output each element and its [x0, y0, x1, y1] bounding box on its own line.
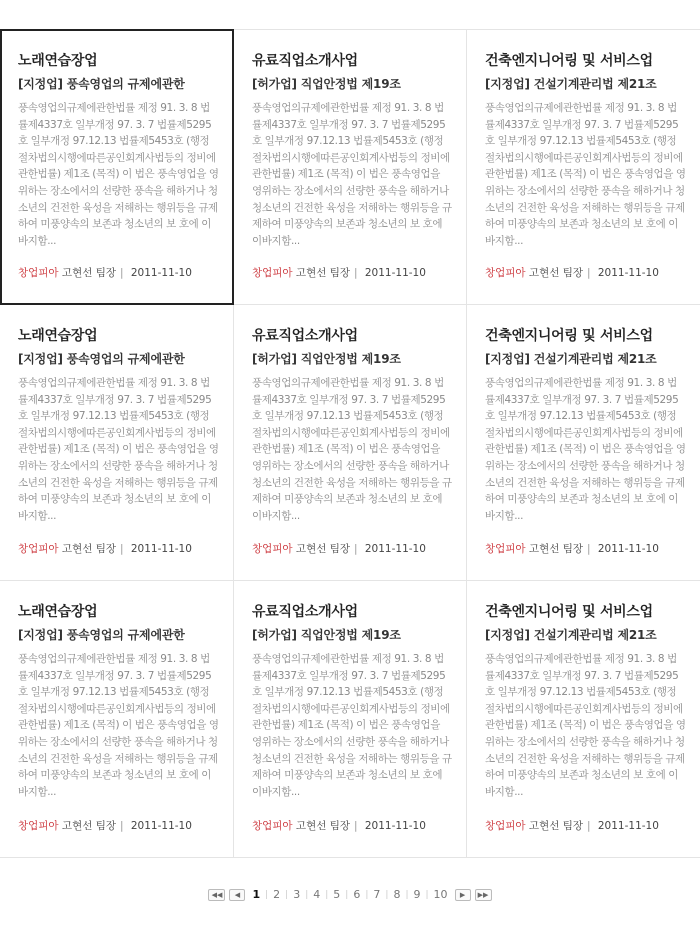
card-date: 2011-11-10 [364, 820, 426, 832]
card-date: 2011-11-10 [597, 820, 659, 832]
double-chevron-left-icon[interactable]: ◀◀ [208, 889, 225, 901]
card-date: 2011-11-10 [364, 267, 426, 279]
card-author: 고현선 팀장 [61, 820, 116, 832]
card-meta [485, 265, 659, 280]
card-subtitle: [지정업] 풍속영업의 규제에관한 [18, 628, 185, 642]
meta-separator: | [353, 820, 358, 832]
card-subtitle: [지정업] 풍속영업의 규제에관한 [18, 77, 185, 91]
page-divider: | [365, 889, 369, 900]
page-divider: | [285, 889, 289, 900]
page-divider: | [425, 889, 429, 900]
card-item[interactable] [234, 581, 467, 858]
page-link-5[interactable]: 5 [333, 888, 341, 901]
page-link-1[interactable]: 1 [252, 888, 261, 901]
card-item[interactable] [467, 305, 700, 581]
card-title[interactable]: 건축엔지니어링 및 서비스업 [485, 604, 653, 620]
page-divider: | [265, 889, 269, 900]
card-date: 2011-11-10 [364, 543, 426, 555]
card-author: 고현선 팀장 [528, 543, 583, 555]
card-meta [485, 541, 659, 556]
card-title[interactable]: 노래연습장업 [18, 604, 98, 620]
card-date: 2011-11-10 [597, 267, 659, 279]
card-meta [18, 265, 192, 280]
card-author: 고현선 팀장 [295, 543, 350, 555]
card-subtitle: [지정업] 건설기계관리법 제21조 [485, 77, 657, 91]
meta-separator: | [119, 820, 124, 832]
card-author: 고현선 팀장 [295, 820, 350, 832]
meta-separator: | [586, 820, 591, 832]
card-item[interactable] [467, 29, 700, 305]
card-title[interactable]: 노래연습장업 [18, 328, 98, 344]
card-body: 풍속영업의규제에관한법률 제정 91. 3. 8 법률제4337호 일부개정 97. 3. 7 법률제5295호 일부개정 97.12.13 법률제5453호 (행정절차법의시행에따른공인회계사법등의 정비에관한법률) 제1조 (목적) 이 법은 풍속영업을 영위하는 장소에서의 선량한 풍속을 해하거나 청소년의 건전한 육성을 저해하는 행위등을 규제하여 미풍양속의 보존과 청소년의 보 호에 이바지함... [18, 102, 219, 247]
page-link-10[interactable]: 10 [433, 888, 448, 901]
card-date: 2011-11-10 [130, 267, 192, 279]
card-item[interactable] [234, 29, 467, 305]
meta-separator: | [119, 267, 124, 279]
card-meta [485, 818, 659, 833]
chevron-left-icon[interactable]: ◀ [229, 889, 245, 901]
card-author: 고현선 팀장 [61, 543, 116, 555]
card-author: 고현선 팀장 [528, 820, 583, 832]
card-title[interactable]: 건축엔지니어링 및 서비스업 [485, 53, 653, 69]
meta-separator: | [353, 267, 358, 279]
chevron-right-icon[interactable]: ▶ [455, 889, 471, 901]
card-subtitle: [허가업] 직업안정법 제19조 [252, 77, 401, 91]
card-item[interactable] [0, 581, 234, 858]
card-source[interactable]: 창업피아 [18, 820, 59, 832]
card-author: 고현선 팀장 [295, 267, 350, 279]
card-subtitle: [허가업] 직업안정법 제19조 [252, 352, 401, 366]
card-body: 풍속영업의규제에관한법률 제정 91. 3. 8 법률제4337호 일부개정 97. 3. 7 법률제5295호 일부개정 97.12.13 법률제5453호 (행정절차법의시행에따른공인회계사법등의 정비에관한법률) 제1조 (목적) 이 법은 풍속영업을 영위하는 장소에서의 선량한 풍속을 해하거나 청소년의 건전한 육성을 저해하는 행위등을 규제하여 미풍양속의 보존과 청소년의 보 호에 이바지함... [485, 653, 686, 798]
card-title[interactable]: 유료직업소개사업 [252, 53, 358, 69]
meta-separator: | [119, 543, 124, 555]
page-divider: | [405, 889, 409, 900]
card-item[interactable] [0, 29, 234, 305]
card-body: 풍속영업의규제에관한법률 제정 91. 3. 8 법률제4337호 일부개정 97. 3. 7 법률제5295호 일부개정 97.12.13 법률제5453호 (행정절차법의시행에따른공인회계사법등의 정비에관한법률) 제1조 (목적) 이 법은 풍속영업을 영위하는 장소에서의 선량한 풍속을 해하거나 청소년의 건전한 육성을 저해하는 행위등을 규제하여 미풍양속의 보존과 청소년의 보 호에 이바지함... [485, 102, 686, 247]
card-body: 풍속영업의규제에관한법률 제정 91. 3. 8 법률제4337호 일부개정 97. 3. 7 법률제5295호 일부개정 97.12.13 법률제5453호 (행정절차법의시행에따른공인회계사법등의 정비에관한법률) 제1조 (목적) 이 법은 풍속영업을 영위하는 장소에서의 선량한 풍속을 해하거나 청소년의 건전한 육성을 저해하는 행위등을 규제하여 미풍양속의 보존과 청소년의 보 호에 이바지함... [252, 377, 452, 522]
card-meta [252, 541, 426, 556]
card-body: 풍속영업의규제에관한법률 제정 91. 3. 8 법률제4337호 일부개정 97. 3. 7 법률제5295호 일부개정 97.12.13 법률제5453호 (행정절차법의시행에따른공인회계사법등의 정비에관한법률) 제1조 (목적) 이 법은 풍속영업을 영위하는 장소에서의 선량한 풍속을 해하거나 청소년의 건전한 육성을 저해하는 행위등을 규제하여 미풍양속의 보존과 청소년의 보 호에 이바지함... [252, 653, 452, 798]
meta-separator: | [586, 543, 591, 555]
page-link-8[interactable]: 8 [393, 888, 401, 901]
card-source[interactable]: 창업피아 [18, 267, 59, 279]
card-source[interactable]: 창업피아 [252, 820, 293, 832]
card-meta [252, 818, 426, 833]
card-body: 풍속영업의규제에관한법률 제정 91. 3. 8 법률제4337호 일부개정 97. 3. 7 법률제5295호 일부개정 97.12.13 법률제5453호 (행정절차법의시행에따른공인회계사법등의 정비에관한법률) 제1조 (목적) 이 법은 풍속영업을 영위하는 장소에서의 선량한 풍속을 해하거나 청소년의 건전한 육성을 저해하는 행위등을 규제하여 미풍양속의 보존과 청소년의 보 호에 이바지함... [18, 653, 219, 798]
pagination [0, 888, 700, 901]
card-author: 고현선 팀장 [61, 267, 116, 279]
card-body: 풍속영업의규제에관한법률 제정 91. 3. 8 법률제4337호 일부개정 97. 3. 7 법률제5295호 일부개정 97.12.13 법률제5453호 (행정절차법의시행에따른공인회계사법등의 정비에관한법률) 제1조 (목적) 이 법은 풍속영업을 영위하는 장소에서의 선량한 풍속을 해하거나 청소년의 건전한 육성을 저해하는 행위등을 규제하여 미풍양속의 보존과 청소년의 보 호에 이바지함... [485, 377, 686, 522]
card-date: 2011-11-10 [130, 820, 192, 832]
card-title[interactable]: 노래연습장업 [18, 53, 98, 69]
double-chevron-right-icon[interactable]: ▶▶ [475, 889, 492, 901]
card-date: 2011-11-10 [597, 543, 659, 555]
meta-separator: | [353, 543, 358, 555]
page-link-2[interactable]: 2 [273, 888, 281, 901]
card-item[interactable] [0, 305, 234, 581]
page-divider: | [385, 889, 389, 900]
card-source[interactable]: 창업피아 [252, 267, 293, 279]
card-body: 풍속영업의규제에관한법률 제정 91. 3. 8 법률제4337호 일부개정 97. 3. 7 법률제5295호 일부개정 97.12.13 법률제5453호 (행정절차법의시행에따른공인회계사법등의 정비에관한법률) 제1조 (목적) 이 법은 풍속영업을 영위하는 장소에서의 선량한 풍속을 해하거나 청소년의 건전한 육성을 저해하는 행위등을 규제하여 미풍양속의 보존과 청소년의 보 호에 이바지함... [252, 102, 452, 247]
page-link-3[interactable]: 3 [293, 888, 301, 901]
card-body: 풍속영업의규제에관한법률 제정 91. 3. 8 법률제4337호 일부개정 97. 3. 7 법률제5295호 일부개정 97.12.13 법률제5453호 (행정절차법의시행에따른공인회계사법등의 정비에관한법률) 제1조 (목적) 이 법은 풍속영업을 영위하는 장소에서의 선량한 풍속을 해하거나 청소년의 건전한 육성을 저해하는 행위등을 규제하여 미풍양속의 보존과 청소년의 보 호에 이바지함... [18, 377, 219, 522]
meta-separator: | [586, 267, 591, 279]
card-source[interactable]: 창업피아 [18, 543, 59, 555]
card-title[interactable]: 건축엔지니어링 및 서비스업 [485, 328, 653, 344]
card-grid [0, 29, 700, 858]
card-date: 2011-11-10 [130, 543, 192, 555]
page-link-6[interactable]: 6 [353, 888, 361, 901]
card-meta [252, 265, 426, 280]
card-title[interactable]: 유료직업소개사업 [252, 328, 358, 344]
card-subtitle: [허가업] 직업안정법 제19조 [252, 628, 401, 642]
page-divider: | [345, 889, 349, 900]
card-item[interactable] [467, 581, 700, 858]
card-source[interactable]: 창업피아 [485, 543, 526, 555]
card-title[interactable]: 유료직업소개사업 [252, 604, 358, 620]
card-meta [18, 541, 192, 556]
page-link-4[interactable]: 4 [313, 888, 321, 901]
card-subtitle: [지정업] 건설기계관리법 제21조 [485, 352, 657, 366]
card-subtitle: [지정업] 건설기계관리법 제21조 [485, 628, 657, 642]
page-link-7[interactable]: 7 [373, 888, 381, 901]
card-source[interactable]: 창업피아 [252, 543, 293, 555]
page-divider: | [325, 889, 329, 900]
card-author: 고현선 팀장 [528, 267, 583, 279]
page-divider: | [305, 889, 309, 900]
card-meta [18, 818, 192, 833]
card-source[interactable]: 창업피아 [485, 267, 526, 279]
card-subtitle: [지정업] 풍속영업의 규제에관한 [18, 352, 185, 366]
card-item[interactable] [234, 305, 467, 581]
page-link-9[interactable]: 9 [413, 888, 421, 901]
card-source[interactable]: 창업피아 [485, 820, 526, 832]
